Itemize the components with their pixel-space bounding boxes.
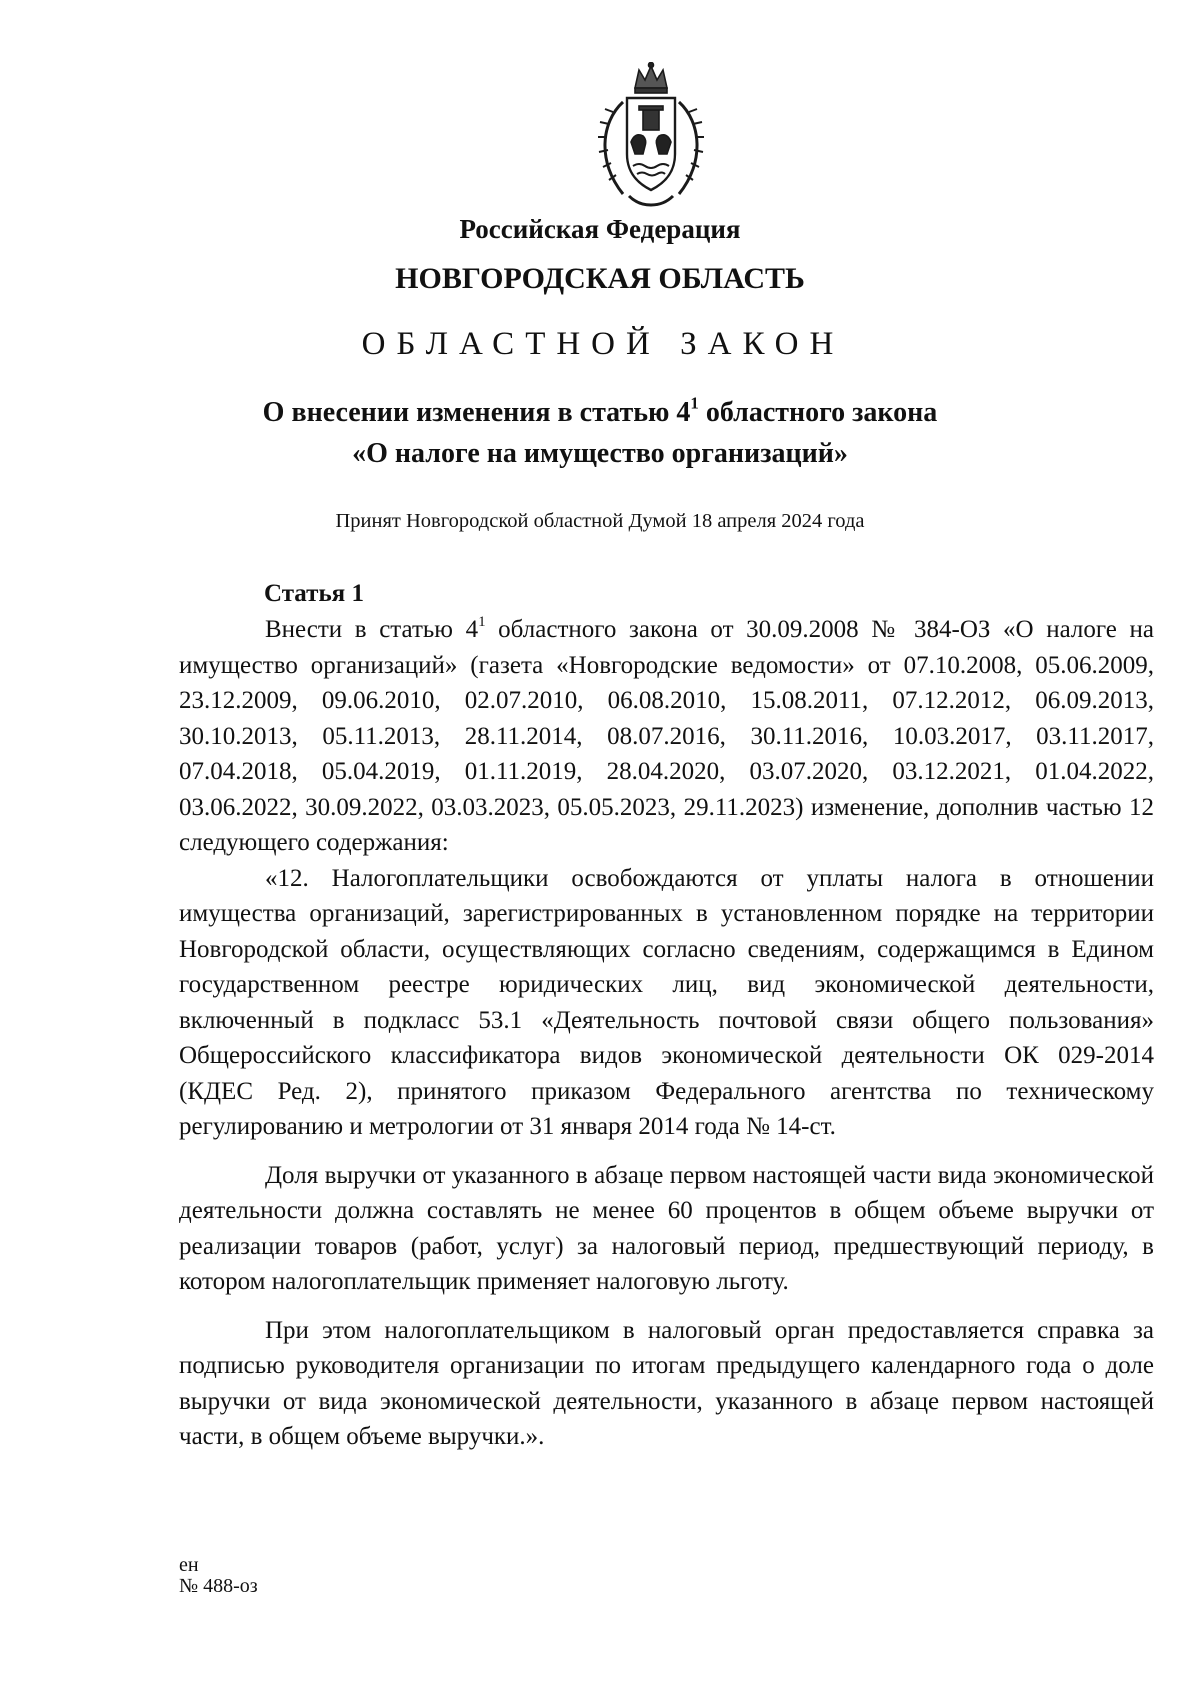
document-type-heading: ОБЛАСТНОЙ ЗАКОН — [361, 326, 845, 362]
region-heading: НОВГОРОДСКАЯ ОБЛАСТЬ — [395, 262, 805, 295]
revenue-share-paragraph: Доля выручки от указанного в абзаце первом настоящей части вида экономической деятельности должна составлять не менее 60 процентов в общем объеме выручки от реализации товаров (работ, услуг) за налоговый период, предшествующий периоду, в котором налогоплательщик применяет налоговую льготу. — [179, 1161, 1154, 1295]
law-number: № 488-оз — [179, 1575, 258, 1597]
law-title — [0, 392, 1200, 474]
part-12-paragraph: «12. Налогоплательщики освобождаются от уплаты налога в отношении имущества организаций, зарегистрированных в установленном порядке на территории Новгородской области, осуществляющих согласно сведениям, содержащимся в Едином государственном реестре юридических лиц, вид экономической деятельности, включенный в подкласс 53.1 «Деятельность почтовой связи общего пользования» Общероссийского классификатора видов экономической деятельности ОК 029-2014 (КДЕС Ред. 2), принятого приказом Федерального агентства по техническому регулированию и метрологии от 31 января 2014 года № 14-ст. — [179, 864, 1154, 1140]
article-heading: Статья 1 — [264, 580, 364, 607]
country-heading: Российская Федерация — [459, 214, 741, 244]
registration-footer — [179, 1555, 258, 1597]
certificate-paragraph: При этом налогоплательщиком в налоговый орган предоставляется справка за подписью руководителя организации по итогам предыдущего календарного года о доле выручки от вида экономической деятельности, указанного в абзаце первом настоящей части, в общем объеме выручки.». — [179, 1316, 1154, 1450]
article-intro-paragraph: Внести в статью $4^1$ областного закона от 30.09.2008 № 384-ОЗ «О налоге на имущество организаций» (газета «Новгородские ведомости» от 07.10.2008, 05.06.2009, 23.12.2009, 09.06.2010, 02.07.2010, 06.08.2010, 15.08.2011, 07.12.2012, 06.09.2013, 30.10.2013, 05.11.2013, 28.11.2014, 08.07.2016, 30.11.2016, 10.03.2017, 03.11.2017, 07.04.2018, 05.04.2019, 01.11.2019, 28.04.2020, 03.07.2020, 03.12.2021, 01.04.2022, 03.06.2022, 30.09.2022, 03.03.2023, 05.05.2023, 29.11.2023) изменение, дополнив частью 12 следующего содержания: — [179, 613, 1154, 856]
footer-initials: ен — [179, 1554, 199, 1576]
coat-of-arms-icon — [583, 62, 719, 212]
article-body — [179, 612, 1154, 1455]
law-title-line-2: «О налоге на имущество организаций» — [352, 438, 848, 469]
adoption-note: Принят Новгородской областной Думой 18 апреля 2024 года — [335, 510, 865, 532]
law-title-line-1: О внесении изменения в статью $4^1$ областного закона — [262, 393, 938, 428]
